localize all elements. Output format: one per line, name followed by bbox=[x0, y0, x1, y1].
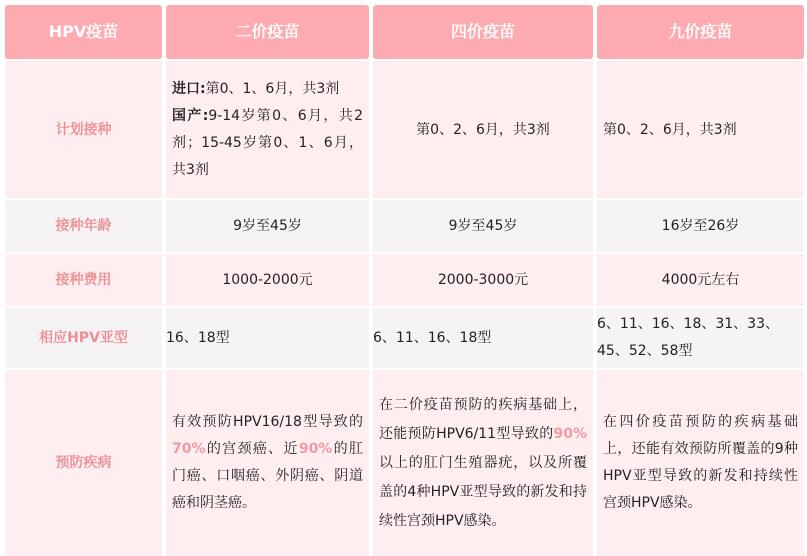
highlight-percent: 90% bbox=[298, 441, 333, 457]
import-text: 第0、1、6月，共3剂 bbox=[205, 80, 340, 97]
text: 的宫颈癌、近 bbox=[205, 441, 299, 457]
quadrivalent-cost: 2000-3000元 bbox=[373, 254, 593, 306]
bivalent-age: 9岁至45岁 bbox=[166, 200, 369, 252]
quadrivalent-subtypes: 6、11、16、18型 bbox=[373, 308, 593, 368]
row-label-age: 接种年龄 bbox=[5, 200, 162, 252]
bivalent-prevention bbox=[166, 370, 369, 556]
quadrivalent-age: 9岁至45岁 bbox=[373, 200, 593, 252]
nonavalent-prevention-text: 在四价疫苗预防的疾病基础上，还能有效预防所覆盖的9种HPV亚型导致的新发和持续性宫颈HPV感染。 bbox=[603, 414, 798, 511]
row-label-schedule: 计划接种 bbox=[5, 61, 162, 198]
domestic-label: 国产: bbox=[172, 107, 209, 124]
header-bivalent: 二价疫苗 bbox=[166, 5, 369, 59]
quadrivalent-prevention bbox=[373, 370, 593, 556]
row-label-cost: 接种费用 bbox=[5, 254, 162, 306]
quadrivalent-schedule: 第0、2、6月，共3剂 bbox=[373, 61, 593, 198]
header-hpv-vaccine: HPV疫苗 bbox=[5, 5, 162, 59]
bivalent-subtypes: 16、18型 bbox=[166, 308, 369, 368]
highlight-percent: 70% bbox=[172, 441, 206, 457]
nonavalent-cost: 4000元左右 bbox=[597, 254, 804, 306]
text: 以上的肛门生殖器疣，以及所覆盖的4种HPV亚型导致的新发和持续性宫颈HPV感染。 bbox=[379, 454, 587, 529]
row-label-prevention: 预防疾病 bbox=[5, 370, 162, 556]
text: 在二价疫苗预防的疾病基础上，还能预防HPV6/11型导致的 bbox=[379, 396, 587, 442]
text: 有效预防HPV16/18型导致的 bbox=[172, 414, 363, 430]
import-label: 进口: bbox=[172, 80, 206, 97]
nonavalent-age: 16岁至26岁 bbox=[597, 200, 804, 252]
row-label-subtypes: 相应HPV亚型 bbox=[5, 308, 162, 368]
hpv-vaccine-comparison-table bbox=[5, 5, 804, 556]
text: 的肛门癌、口咽癌、外阴癌、阴道癌和阴茎癌。 bbox=[172, 441, 364, 511]
highlight-percent: 90% bbox=[553, 425, 587, 442]
header-nonavalent: 九价疫苗 bbox=[597, 5, 804, 59]
bivalent-schedule bbox=[166, 61, 369, 198]
nonavalent-subtypes: 6、11、16、18、31、33、45、52、58型 bbox=[597, 308, 804, 368]
nonavalent-prevention bbox=[597, 370, 804, 556]
domestic-text: 9-14岁第0、6月，共2剂；15-45岁第0、1、6月，共3剂 bbox=[172, 107, 363, 178]
header-quadrivalent: 四价疫苗 bbox=[373, 5, 593, 59]
bivalent-cost: 1000-2000元 bbox=[166, 254, 369, 306]
nonavalent-schedule: 第0、2、6月，共3剂 bbox=[597, 61, 804, 198]
